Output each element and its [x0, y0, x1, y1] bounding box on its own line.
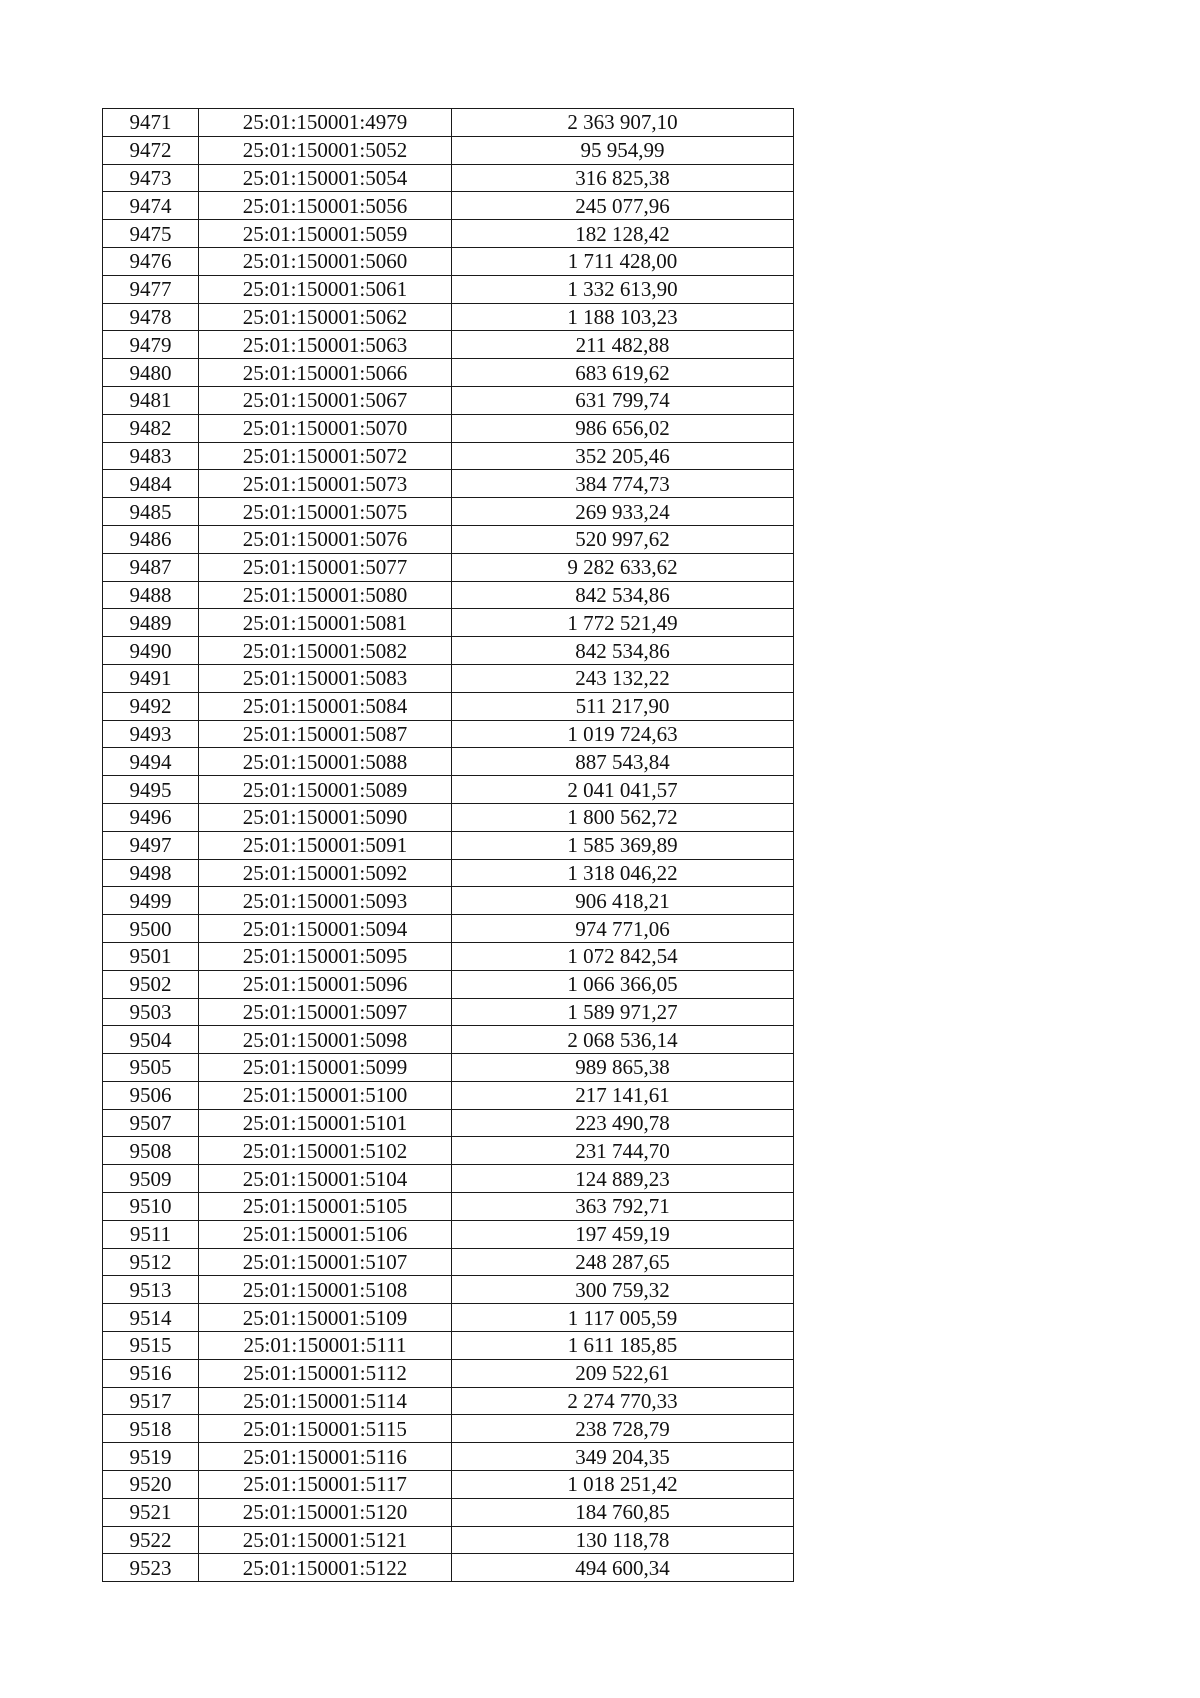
- row-number-cell: 9500: [103, 915, 199, 943]
- row-number-cell: 9493: [103, 720, 199, 748]
- table-row: [103, 275, 794, 303]
- table-row: [103, 887, 794, 915]
- table-row: [103, 1220, 794, 1248]
- cadastral-value-table: [102, 108, 794, 1582]
- table-row: [103, 581, 794, 609]
- cadastral-number-cell: 25:01:150001:5077: [199, 553, 452, 581]
- row-number-cell: 9519: [103, 1443, 199, 1471]
- table-row: [103, 942, 794, 970]
- row-number-cell: 9482: [103, 414, 199, 442]
- cadastral-value-cell: 1 800 562,72: [452, 803, 794, 831]
- row-number-cell: 9477: [103, 275, 199, 303]
- table-row: [103, 1359, 794, 1387]
- cadastral-number-cell: 25:01:150001:5098: [199, 1026, 452, 1054]
- cadastral-number-cell: 25:01:150001:5094: [199, 915, 452, 943]
- table-row: [103, 1109, 794, 1137]
- cadastral-value-cell: 1 711 428,00: [452, 247, 794, 275]
- cadastral-number-cell: 25:01:150001:5073: [199, 470, 452, 498]
- cadastral-value-cell: 197 459,19: [452, 1220, 794, 1248]
- cadastral-number-cell: 25:01:150001:5117: [199, 1471, 452, 1499]
- table-row: [103, 720, 794, 748]
- cadastral-value-cell: 248 287,65: [452, 1248, 794, 1276]
- row-number-cell: 9516: [103, 1359, 199, 1387]
- cadastral-value-cell: 511 217,90: [452, 692, 794, 720]
- table-row: [103, 470, 794, 498]
- cadastral-value-cell: 209 522,61: [452, 1359, 794, 1387]
- cadastral-value-cell: 1 318 046,22: [452, 859, 794, 887]
- row-number-cell: 9506: [103, 1081, 199, 1109]
- cadastral-number-cell: 25:01:150001:5105: [199, 1193, 452, 1221]
- cadastral-number-cell: 25:01:150001:5082: [199, 637, 452, 665]
- cadastral-value-cell: 906 418,21: [452, 887, 794, 915]
- cadastral-number-cell: 25:01:150001:5090: [199, 803, 452, 831]
- row-number-cell: 9476: [103, 247, 199, 275]
- table-row: [103, 1498, 794, 1526]
- cadastral-number-cell: 25:01:150001:5121: [199, 1526, 452, 1554]
- cadastral-value-cell: 631 799,74: [452, 386, 794, 414]
- row-number-cell: 9503: [103, 998, 199, 1026]
- row-number-cell: 9511: [103, 1220, 199, 1248]
- cadastral-value-cell: 1 018 251,42: [452, 1471, 794, 1499]
- table-row: [103, 164, 794, 192]
- cadastral-value-cell: 1 585 369,89: [452, 831, 794, 859]
- table-row: [103, 498, 794, 526]
- cadastral-value-cell: 1 019 724,63: [452, 720, 794, 748]
- table-row: [103, 1193, 794, 1221]
- cadastral-value-cell: 1 072 842,54: [452, 942, 794, 970]
- cadastral-value-cell: 989 865,38: [452, 1054, 794, 1082]
- table-row: [103, 1332, 794, 1360]
- table-row: [103, 386, 794, 414]
- cadastral-value-cell: 1 611 185,85: [452, 1332, 794, 1360]
- row-number-cell: 9472: [103, 136, 199, 164]
- cadastral-value-cell: 124 889,23: [452, 1165, 794, 1193]
- table-row: [103, 359, 794, 387]
- table-row: [103, 1165, 794, 1193]
- cadastral-value-cell: 1 772 521,49: [452, 609, 794, 637]
- cadastral-number-cell: 25:01:150001:5060: [199, 247, 452, 275]
- cadastral-value-cell: 1 332 613,90: [452, 275, 794, 303]
- cadastral-value-cell: 2 363 907,10: [452, 109, 794, 137]
- cadastral-number-cell: 25:01:150001:5056: [199, 192, 452, 220]
- cadastral-value-cell: 184 760,85: [452, 1498, 794, 1526]
- row-number-cell: 9484: [103, 470, 199, 498]
- cadastral-value-cell: 974 771,06: [452, 915, 794, 943]
- cadastral-number-cell: 25:01:150001:5070: [199, 414, 452, 442]
- table-row: [103, 442, 794, 470]
- cadastral-number-cell: 25:01:150001:5092: [199, 859, 452, 887]
- cadastral-number-cell: 25:01:150001:5122: [199, 1554, 452, 1582]
- table-row: [103, 998, 794, 1026]
- table-body: [103, 109, 794, 1582]
- cadastral-value-cell: 130 118,78: [452, 1526, 794, 1554]
- table-row: [103, 414, 794, 442]
- cadastral-value-cell: 842 534,86: [452, 637, 794, 665]
- cadastral-value-cell: 2 274 770,33: [452, 1387, 794, 1415]
- row-number-cell: 9473: [103, 164, 199, 192]
- row-number-cell: 9487: [103, 553, 199, 581]
- cadastral-number-cell: 25:01:150001:5101: [199, 1109, 452, 1137]
- cadastral-value-cell: 887 543,84: [452, 748, 794, 776]
- cadastral-value-cell: 842 534,86: [452, 581, 794, 609]
- cadastral-value-cell: 243 132,22: [452, 664, 794, 692]
- row-number-cell: 9486: [103, 525, 199, 553]
- row-number-cell: 9502: [103, 970, 199, 998]
- cadastral-value-cell: 300 759,32: [452, 1276, 794, 1304]
- cadastral-number-cell: 25:01:150001:5059: [199, 220, 452, 248]
- row-number-cell: 9478: [103, 303, 199, 331]
- row-number-cell: 9498: [103, 859, 199, 887]
- cadastral-value-cell: 520 997,62: [452, 525, 794, 553]
- row-number-cell: 9514: [103, 1304, 199, 1332]
- cadastral-number-cell: 25:01:150001:5100: [199, 1081, 452, 1109]
- row-number-cell: 9479: [103, 331, 199, 359]
- cadastral-number-cell: 25:01:150001:5106: [199, 1220, 452, 1248]
- row-number-cell: 9507: [103, 1109, 199, 1137]
- row-number-cell: 9499: [103, 887, 199, 915]
- table-row: [103, 1137, 794, 1165]
- row-number-cell: 9512: [103, 1248, 199, 1276]
- row-number-cell: 9501: [103, 942, 199, 970]
- table-row: [103, 664, 794, 692]
- row-number-cell: 9495: [103, 776, 199, 804]
- table-row: [103, 831, 794, 859]
- row-number-cell: 9496: [103, 803, 199, 831]
- table-row: [103, 220, 794, 248]
- table-row: [103, 1026, 794, 1054]
- row-number-cell: 9485: [103, 498, 199, 526]
- cadastral-number-cell: 25:01:150001:5075: [199, 498, 452, 526]
- cadastral-number-cell: 25:01:150001:5061: [199, 275, 452, 303]
- table-row: [103, 1248, 794, 1276]
- table-row: [103, 331, 794, 359]
- table-row: [103, 1443, 794, 1471]
- row-number-cell: 9522: [103, 1526, 199, 1554]
- cadastral-number-cell: 25:01:150001:5081: [199, 609, 452, 637]
- table-row: [103, 1081, 794, 1109]
- cadastral-number-cell: 25:01:150001:5088: [199, 748, 452, 776]
- cadastral-number-cell: 25:01:150001:5114: [199, 1387, 452, 1415]
- cadastral-number-cell: 25:01:150001:4979: [199, 109, 452, 137]
- cadastral-number-cell: 25:01:150001:5095: [199, 942, 452, 970]
- table-row: [103, 525, 794, 553]
- table-row: [103, 1526, 794, 1554]
- cadastral-number-cell: 25:01:150001:5109: [199, 1304, 452, 1332]
- row-number-cell: 9508: [103, 1137, 199, 1165]
- table-row: [103, 859, 794, 887]
- cadastral-value-cell: 182 128,42: [452, 220, 794, 248]
- row-number-cell: 9513: [103, 1276, 199, 1304]
- cadastral-number-cell: 25:01:150001:5063: [199, 331, 452, 359]
- cadastral-value-cell: 231 744,70: [452, 1137, 794, 1165]
- cadastral-number-cell: 25:01:150001:5083: [199, 664, 452, 692]
- row-number-cell: 9505: [103, 1054, 199, 1082]
- cadastral-number-cell: 25:01:150001:5112: [199, 1359, 452, 1387]
- row-number-cell: 9490: [103, 637, 199, 665]
- cadastral-value-cell: 316 825,38: [452, 164, 794, 192]
- cadastral-number-cell: 25:01:150001:5093: [199, 887, 452, 915]
- cadastral-number-cell: 25:01:150001:5052: [199, 136, 452, 164]
- row-number-cell: 9515: [103, 1332, 199, 1360]
- cadastral-number-cell: 25:01:150001:5080: [199, 581, 452, 609]
- cadastral-number-cell: 25:01:150001:5107: [199, 1248, 452, 1276]
- cadastral-number-cell: 25:01:150001:5076: [199, 525, 452, 553]
- cadastral-number-cell: 25:01:150001:5066: [199, 359, 452, 387]
- cadastral-number-cell: 25:01:150001:5062: [199, 303, 452, 331]
- cadastral-number-cell: 25:01:150001:5054: [199, 164, 452, 192]
- table-row: [103, 553, 794, 581]
- cadastral-value-cell: 1 066 366,05: [452, 970, 794, 998]
- cadastral-value-cell: 352 205,46: [452, 442, 794, 470]
- table-row: [103, 1276, 794, 1304]
- table-row: [103, 109, 794, 137]
- row-number-cell: 9521: [103, 1498, 199, 1526]
- row-number-cell: 9489: [103, 609, 199, 637]
- cadastral-number-cell: 25:01:150001:5104: [199, 1165, 452, 1193]
- row-number-cell: 9483: [103, 442, 199, 470]
- cadastral-number-cell: 25:01:150001:5097: [199, 998, 452, 1026]
- row-number-cell: 9474: [103, 192, 199, 220]
- row-number-cell: 9475: [103, 220, 199, 248]
- table-row: [103, 303, 794, 331]
- cadastral-number-cell: 25:01:150001:5072: [199, 442, 452, 470]
- cadastral-number-cell: 25:01:150001:5111: [199, 1332, 452, 1360]
- table-row: [103, 803, 794, 831]
- cadastral-value-cell: 1 188 103,23: [452, 303, 794, 331]
- cadastral-value-cell: 1 117 005,59: [452, 1304, 794, 1332]
- row-number-cell: 9480: [103, 359, 199, 387]
- table-row: [103, 1554, 794, 1582]
- row-number-cell: 9518: [103, 1415, 199, 1443]
- cadastral-number-cell: 25:01:150001:5115: [199, 1415, 452, 1443]
- cadastral-value-cell: 2 068 536,14: [452, 1026, 794, 1054]
- cadastral-number-cell: 25:01:150001:5067: [199, 386, 452, 414]
- cadastral-value-cell: 223 490,78: [452, 1109, 794, 1137]
- cadastral-value-cell: 217 141,61: [452, 1081, 794, 1109]
- cadastral-value-cell: 9 282 633,62: [452, 553, 794, 581]
- row-number-cell: 9492: [103, 692, 199, 720]
- cadastral-value-cell: 349 204,35: [452, 1443, 794, 1471]
- cadastral-number-cell: 25:01:150001:5116: [199, 1443, 452, 1471]
- cadastral-value-cell: 269 933,24: [452, 498, 794, 526]
- cadastral-value-cell: 95 954,99: [452, 136, 794, 164]
- cadastral-value-cell: 384 774,73: [452, 470, 794, 498]
- table-row: [103, 192, 794, 220]
- cadastral-value-cell: 494 600,34: [452, 1554, 794, 1582]
- cadastral-number-cell: 25:01:150001:5091: [199, 831, 452, 859]
- row-number-cell: 9504: [103, 1026, 199, 1054]
- row-number-cell: 9491: [103, 664, 199, 692]
- cadastral-number-cell: 25:01:150001:5102: [199, 1137, 452, 1165]
- cadastral-number-cell: 25:01:150001:5087: [199, 720, 452, 748]
- row-number-cell: 9488: [103, 581, 199, 609]
- table-row: [103, 637, 794, 665]
- cadastral-number-cell: 25:01:150001:5099: [199, 1054, 452, 1082]
- cadastral-value-cell: 245 077,96: [452, 192, 794, 220]
- cadastral-number-cell: 25:01:150001:5089: [199, 776, 452, 804]
- row-number-cell: 9509: [103, 1165, 199, 1193]
- table-row: [103, 609, 794, 637]
- cadastral-number-cell: 25:01:150001:5120: [199, 1498, 452, 1526]
- row-number-cell: 9494: [103, 748, 199, 776]
- row-number-cell: 9510: [103, 1193, 199, 1221]
- row-number-cell: 9520: [103, 1471, 199, 1499]
- cadastral-value-cell: 1 589 971,27: [452, 998, 794, 1026]
- table-row: [103, 136, 794, 164]
- table-row: [103, 1054, 794, 1082]
- table-row: [103, 776, 794, 804]
- table-row: [103, 247, 794, 275]
- table-row: [103, 970, 794, 998]
- table-row: [103, 1304, 794, 1332]
- row-number-cell: 9481: [103, 386, 199, 414]
- table-row: [103, 748, 794, 776]
- table-row: [103, 915, 794, 943]
- cadastral-number-cell: 25:01:150001:5096: [199, 970, 452, 998]
- cadastral-value-cell: 238 728,79: [452, 1415, 794, 1443]
- row-number-cell: 9471: [103, 109, 199, 137]
- table-row: [103, 692, 794, 720]
- row-number-cell: 9517: [103, 1387, 199, 1415]
- cadastral-value-cell: 211 482,88: [452, 331, 794, 359]
- table-row: [103, 1471, 794, 1499]
- table-row: [103, 1387, 794, 1415]
- row-number-cell: 9523: [103, 1554, 199, 1582]
- cadastral-number-cell: 25:01:150001:5108: [199, 1276, 452, 1304]
- cadastral-value-cell: 363 792,71: [452, 1193, 794, 1221]
- cadastral-value-cell: 986 656,02: [452, 414, 794, 442]
- table-row: [103, 1415, 794, 1443]
- cadastral-value-cell: 2 041 041,57: [452, 776, 794, 804]
- cadastral-value-cell: 683 619,62: [452, 359, 794, 387]
- cadastral-number-cell: 25:01:150001:5084: [199, 692, 452, 720]
- row-number-cell: 9497: [103, 831, 199, 859]
